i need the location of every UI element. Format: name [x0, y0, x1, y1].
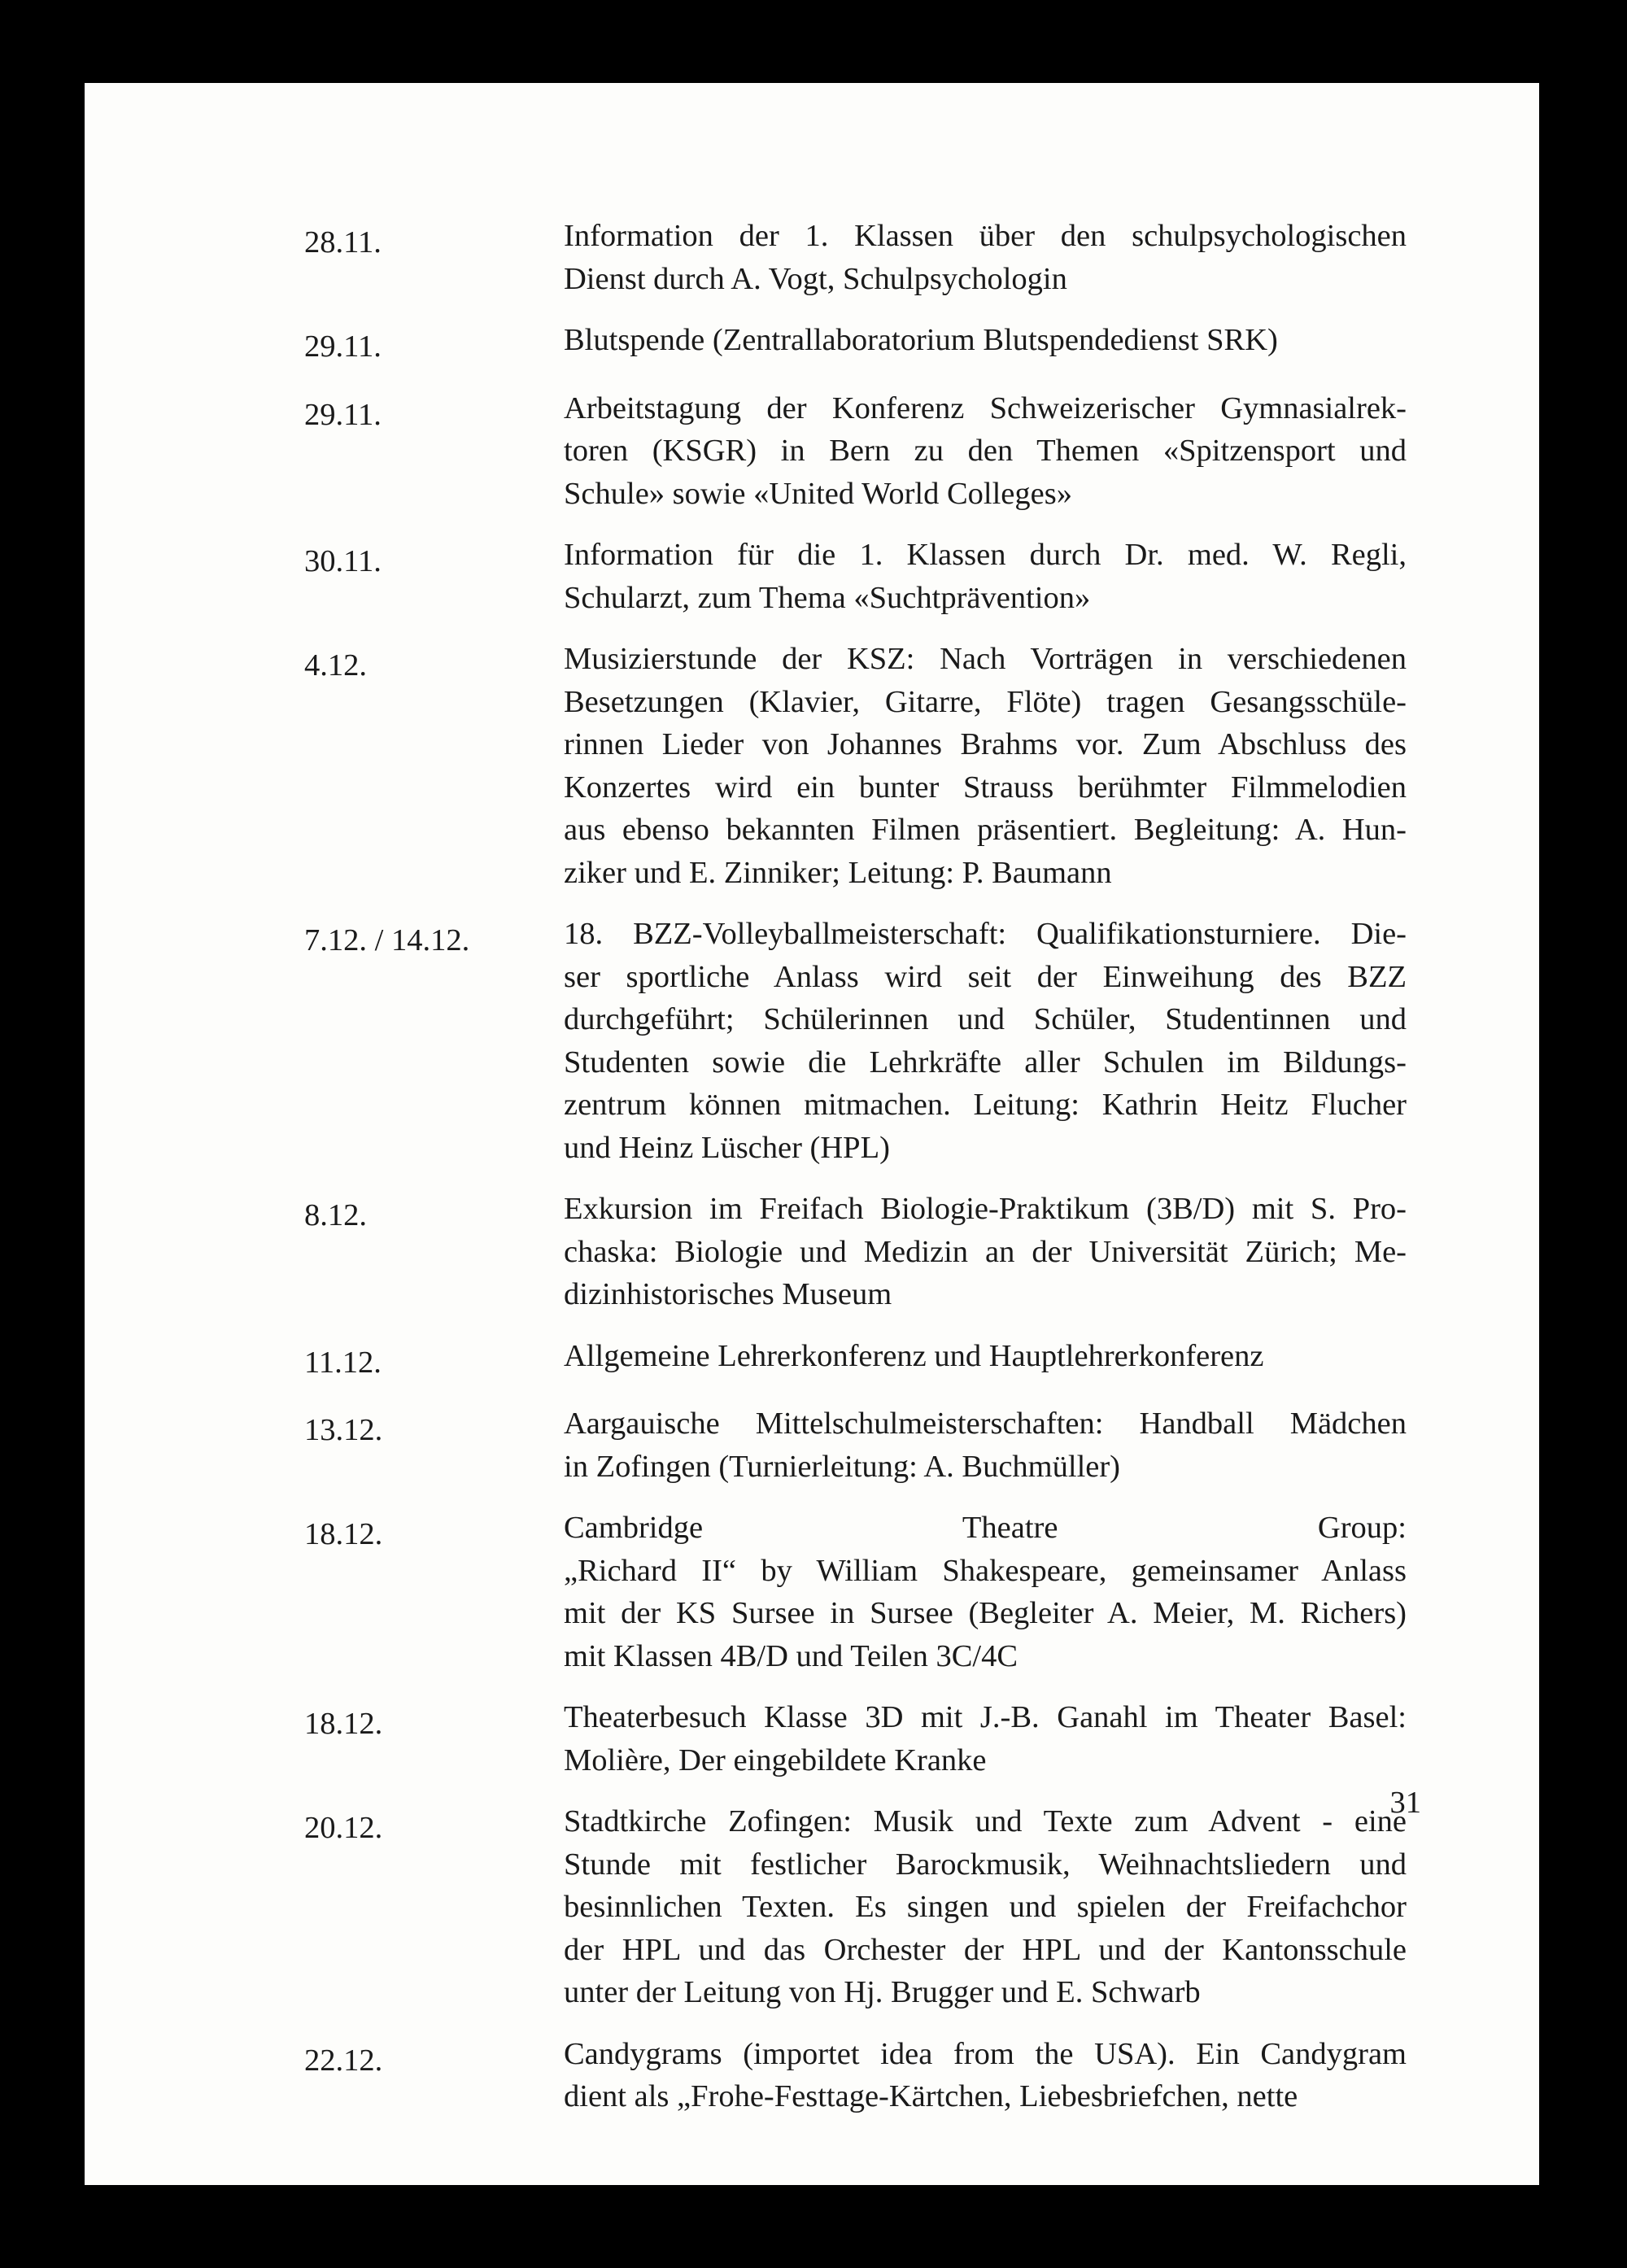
entry-text-line: unter der Leitung von Hj. Brugger und E. Schwarb [564, 1975, 1201, 2009]
entry-text-line: Musizierstunde der KSZ: Nach Vorträgen in verschiedenen [564, 642, 1407, 676]
chronicle-entry [304, 638, 1500, 894]
entry-text-line: der HPL und das Orchester der HPL und der Kantonsschule [564, 1932, 1407, 1967]
entry-text-line: mit der KS Sursee in Sursee (Begleiter A. Meier, M. Richers) [564, 1596, 1407, 1630]
entry-text-line: „Richard II“ by William Shakespeare, gemeinsamer Anlass [564, 1553, 1407, 1588]
entry-text-line: Arbeitstagung der Konferenz Schweizerischer Gymnasialrek- [564, 390, 1407, 425]
entry-text-line: Candygrams (importet idea from the USA). Ein Candygram [564, 2036, 1407, 2071]
entry-description [564, 1800, 1407, 2014]
entry-text-line: besinnlichen Texten. Es singen und spielen der Freifachchor [564, 1890, 1407, 1924]
entry-text-line: rinnen Lieder von Johannes Brahms vor. Zum Abschluss des [564, 727, 1407, 761]
entry-text-line: Exkursion im Freifach Biologie-Praktikum (3B/D) mit S. Pro- [564, 1192, 1407, 1226]
entry-description [564, 387, 1407, 516]
entry-text-line: in Zofingen (Turnierleitung: A. Buchmüller) [564, 1449, 1120, 1484]
entry-text-line: und Heinz Lüscher (HPL) [564, 1130, 890, 1165]
entry-text-line: Blutspende (Zentrallaboratorium Blutspendedienst SRK) [564, 323, 1278, 357]
entry-text-line: ser sportliche Anlass wird seit der Einweihung des BZZ [564, 959, 1407, 994]
entry-text-line: Theaterbesuch Klasse 3D mit J.-B. Ganahl im Theater Basel: [564, 1700, 1407, 1734]
entry-date: 22.12. [304, 2043, 383, 2078]
entry-date: 18.12. [304, 1707, 383, 1741]
entry-text-line: Stadtkirche Zofingen: Musik und Texte zum Advent - eine [564, 1804, 1407, 1838]
entry-description [564, 215, 1407, 300]
entry-date: 11.12. [304, 1345, 382, 1380]
entry-text-line: aus ebenso bekannten Filmen präsentiert. Begleitung: A. Hun- [564, 813, 1407, 847]
entry-text-line: Aargauische Mittelschulmeisterschaften: Handball Mädchen [564, 1407, 1407, 1441]
entry-description [564, 1188, 1407, 1316]
chronicle-entry [304, 1335, 1500, 1385]
entry-date: 18.12. [304, 1517, 383, 1551]
chronicle-entry [304, 1696, 1500, 1782]
entry-text-line: toren (KSGR) in Bern zu den Themen «Spitzensport und [564, 434, 1407, 468]
entry-text-line: zentrum können mitmachen. Leitung: Kathrin Heitz Flucher [564, 1088, 1407, 1122]
chronicle-entry [304, 1188, 1500, 1316]
entry-text-line: Allgemeine Lehrerkonferenz und Hauptlehrerkonferenz [564, 1338, 1264, 1373]
entry-date: 13.12. [304, 1413, 383, 1447]
entry-description [564, 1335, 1407, 1378]
entry-text-line: ziker und E. Zinniker; Leitung: P. Baumann [564, 855, 1112, 890]
entry-text-line: Stunde mit festlicher Barockmusik, Weihnachtsliedern und [564, 1847, 1407, 1882]
chronicle-entry [304, 319, 1500, 369]
entry-description [564, 534, 1407, 619]
chronicle-entry [304, 1507, 1500, 1677]
entry-text-line: dizinhistorisches Museum [564, 1277, 892, 1311]
entry-text-line: mit Klassen 4B/D und Teilen 3C/4C [564, 1638, 1019, 1673]
entry-text-line: Konzertes wird ein bunter Strauss berühmter Filmmelodien [564, 770, 1407, 805]
entry-date: 20.12. [304, 1811, 383, 1845]
entry-text-line: chaska: Biologie und Medizin an der Universität Zürich; Me- [564, 1234, 1407, 1269]
entry-description [564, 1507, 1407, 1677]
entry-description [564, 913, 1407, 1169]
page-number: 31 [1389, 1786, 1421, 1820]
entry-text-line: dient als „Frohe-Festtage-Kärtchen, Liebesbriefchen, nette [564, 2079, 1298, 2113]
entry-description [564, 2033, 1407, 2118]
entry-date: 4.12. [304, 648, 367, 683]
entry-text-line: Besetzungen (Klavier, Gitarre, Flöte) tragen Gesangsschüle- [564, 684, 1407, 719]
chronicle-entries [304, 215, 1500, 2137]
entry-text-line: Molière, Der eingebildete Kranke [564, 1742, 987, 1777]
entry-text-line: Schularzt, zum Thema «Suchtprävention» [564, 580, 1091, 615]
entry-text-line: Information der 1. Klassen über den schulpsychologischen [564, 219, 1407, 253]
chronicle-entry [304, 2033, 1500, 2118]
entry-text-line: Cambridge Theatre Group: [564, 1511, 1407, 1545]
chronicle-entry [304, 1402, 1500, 1488]
entry-date: 28.11. [304, 225, 382, 260]
entry-date: 29.11. [304, 329, 382, 364]
entry-date: 29.11. [304, 397, 382, 432]
entry-description [564, 1402, 1407, 1488]
document-page [85, 83, 1539, 2185]
entry-date: 30.11. [304, 544, 382, 578]
entry-description [564, 319, 1407, 362]
entry-description [564, 638, 1407, 894]
entry-text-line: Information für die 1. Klassen durch Dr. med. W. Regli, [564, 538, 1407, 572]
entry-text-line: Dienst durch A. Vogt, Schulpsychologin [564, 261, 1067, 296]
entry-text-line: durchgeführt; Schülerinnen und Schüler, Studentinnen und [564, 1002, 1407, 1036]
chronicle-entry [304, 1800, 1500, 2014]
entry-date: 8.12. [304, 1198, 367, 1232]
chronicle-entry [304, 387, 1500, 516]
chronicle-entry [304, 913, 1500, 1169]
entry-description [564, 1696, 1407, 1782]
chronicle-entry [304, 534, 1500, 619]
chronicle-entry [304, 215, 1500, 300]
entry-text-line: 18. BZZ-Volleyballmeisterschaft: Qualifikationsturniere. Die- [564, 917, 1407, 951]
entry-date: 7.12. / 14.12. [304, 923, 470, 957]
entry-text-line: Studenten sowie die Lehrkräfte aller Schulen im Bildungs- [564, 1045, 1407, 1079]
entry-text-line: Schule» sowie «United World Colleges» [564, 476, 1072, 511]
